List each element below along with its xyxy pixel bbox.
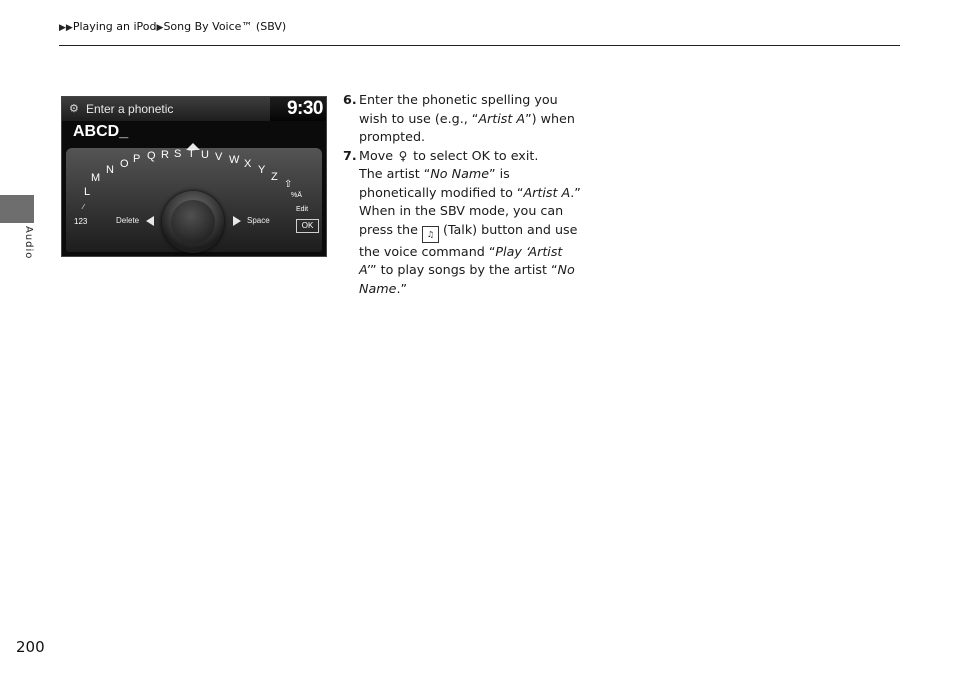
breadcrumb-item-ipod[interactable]: Playing an iPod xyxy=(72,20,157,33)
symbol-key[interactable]: ⁄ xyxy=(83,204,85,211)
step-text: (Talk) button and use the voice command “ xyxy=(359,221,578,259)
page-number: 200 xyxy=(16,638,45,656)
key-letter[interactable]: Q xyxy=(147,150,156,162)
ok-button[interactable]: OK xyxy=(296,219,319,233)
rotary-keyboard xyxy=(66,148,322,252)
delete-arrow-icon[interactable] xyxy=(146,216,154,226)
edit-label[interactable]: Edit xyxy=(296,206,309,213)
key-letter[interactable]: W xyxy=(229,154,240,166)
step-number: 6. xyxy=(343,92,357,107)
ok-text: OK xyxy=(471,147,490,163)
phonetic-entry-screen xyxy=(61,96,327,257)
key-letter[interactable]: R xyxy=(161,149,169,161)
phonetic-input-text: ABCD_ xyxy=(73,123,129,140)
header-rule xyxy=(59,45,900,46)
key-letter[interactable]: V xyxy=(215,151,223,163)
settings-gear-icon: ⚙ xyxy=(69,103,79,115)
step-text: Move xyxy=(359,147,398,163)
step-6 xyxy=(343,91,583,147)
breadcrumb-separator-icon: ▶ xyxy=(156,23,164,33)
step-text: ” is phonetically modified to “ xyxy=(359,166,524,200)
knob-center xyxy=(171,200,215,244)
screen-title: Enter a phonetic xyxy=(86,102,174,116)
step-italic: No Name xyxy=(430,166,490,181)
step-text: to exit. xyxy=(489,147,539,163)
step-7 xyxy=(343,147,583,299)
key-letter[interactable]: Y xyxy=(258,164,266,176)
key-letter[interactable]: S xyxy=(174,148,182,160)
key-letter[interactable]: Z xyxy=(271,171,278,183)
step-text: Enter the phonetic spelling you wish to use (e.g., “ xyxy=(359,92,558,126)
key-letter[interactable]: L xyxy=(84,186,91,198)
step-text: The artist “ xyxy=(359,166,431,181)
key-letter[interactable]: N xyxy=(106,164,114,176)
key-letter[interactable]: X xyxy=(244,158,252,170)
section-tab xyxy=(0,195,34,223)
space-arrow-icon[interactable] xyxy=(233,216,241,226)
key-letter[interactable]: P xyxy=(133,153,141,165)
step-number: 7. xyxy=(343,147,357,163)
section-label: Audio xyxy=(23,226,34,260)
interface-dial-icon: ♀ xyxy=(398,148,408,163)
key-letter[interactable]: O xyxy=(120,158,129,170)
step-text: to select xyxy=(409,147,472,163)
step-italic: Artist A xyxy=(523,184,571,200)
numbers-key[interactable]: 123 xyxy=(74,217,88,226)
shift-icon[interactable]: ⇧ xyxy=(284,179,293,190)
breadcrumb-item-sbv[interactable]: Song By Voice™ (SBV) xyxy=(163,20,287,33)
step-italic: Play ‘Artist A’ xyxy=(359,243,563,277)
step-text: .” When in the SBV mode, you can press the xyxy=(359,184,581,237)
step-italic: No Name xyxy=(359,262,575,296)
step-text: ” to play songs by the artist “ xyxy=(370,262,558,277)
key-letter[interactable]: T xyxy=(188,148,195,160)
breadcrumb-marker-icon: ▶▶ xyxy=(59,23,73,33)
space-label[interactable]: Space xyxy=(247,216,270,225)
instruction-steps xyxy=(343,91,583,298)
step-italic: Artist A xyxy=(478,110,526,126)
breadcrumb xyxy=(59,20,286,33)
key-letter[interactable]: U xyxy=(201,149,209,161)
clock-time: 9:30 xyxy=(286,98,323,119)
accent-key[interactable]: %Ä xyxy=(291,192,302,199)
talk-icon: ♫ xyxy=(422,226,439,243)
key-letter[interactable]: M xyxy=(91,172,101,184)
step-text: .” xyxy=(396,280,408,296)
delete-label[interactable]: Delete xyxy=(116,216,140,225)
step-text: ”) when prompted. xyxy=(359,110,575,144)
